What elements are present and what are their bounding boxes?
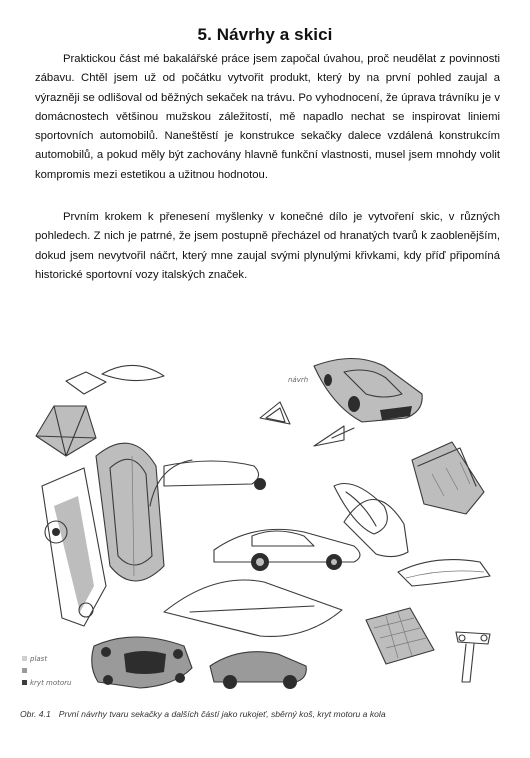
sketch-right-fin [344, 499, 408, 556]
sketch-side-car [214, 529, 360, 571]
svg-text:kryt motoru: kryt motoru [30, 679, 72, 687]
sketch-figure [14, 336, 516, 702]
sketch-central-pod [96, 443, 164, 581]
design-sketches-drawing [14, 336, 516, 702]
sketch-wedge-top [102, 365, 164, 380]
sketch-pyramid [36, 406, 96, 456]
sketch-flat-blade [164, 580, 342, 636]
svg-text:plast: plast [30, 655, 48, 663]
sketch-diamond-small [66, 372, 106, 394]
sketch-curved-blade [334, 484, 387, 535]
section-heading: 5. Návrhy a skici [197, 25, 333, 45]
sketch-chevron [314, 426, 354, 446]
sketch-car-top [288, 359, 422, 423]
sketch-dark-car-side [210, 652, 306, 689]
sketch-handle [456, 632, 490, 682]
sketch-right-cowl [412, 442, 484, 514]
figure-caption-text: První návrhy tvaru sekačky a dalších částí jako rukojeť, sběrný koš, kryt motoru a kola [58, 709, 386, 719]
svg-text:návrh: návrh [288, 376, 309, 384]
sketch-left-tall-vehicle [42, 468, 106, 626]
sketch-triangle-top [260, 402, 290, 424]
sketch-legend [22, 655, 72, 687]
sketch-dark-car-top [92, 637, 192, 688]
sketch-small-car-mid-left [150, 460, 266, 506]
paragraph-1: Praktickou část mé bakalářské práce jsem započal úvahou, proč neudělat z povinnosti zábavu. Chtěl jsem už od počátku vytvořit produkt, který by na první pohled zaujal a výrazněji se odlišoval od běžných sekaček na trávu. Po vyhodnocení, že úprava trávníku je v domácnostech většinou mužskou záležitostí, mě napadlo nechat se inspirovat liniemi sportovních automobilů. Naneštěstí je konstrukce sekačky dalece vzdálená konstrukcím automobilů, a pokud měly být zachovány hlavně funkční vlastnosti, musel jsem mnohdy volit kompromis mezi estetikou a užitnou hodnotou. [35, 53, 500, 181]
figure-caption-label: Obr. 4.1 [20, 709, 51, 719]
sketch-collection-basket [366, 608, 434, 664]
figure-caption [20, 709, 515, 719]
sketch-right-wing [398, 560, 490, 586]
paragraph-2: Prvním krokem k přenesení myšlenky v konečné dílo je vytvoření skic, v různých pohledech. Z nich je patrné, že jsem postupně přecházel od hranatých tvarů k zaoblenějším, dokud jsem nevytvořil náčrt, který mne zaujal svými plynulými křivkami, kdy příď připomíná historické sportovní vozy italských značek. [35, 211, 500, 281]
